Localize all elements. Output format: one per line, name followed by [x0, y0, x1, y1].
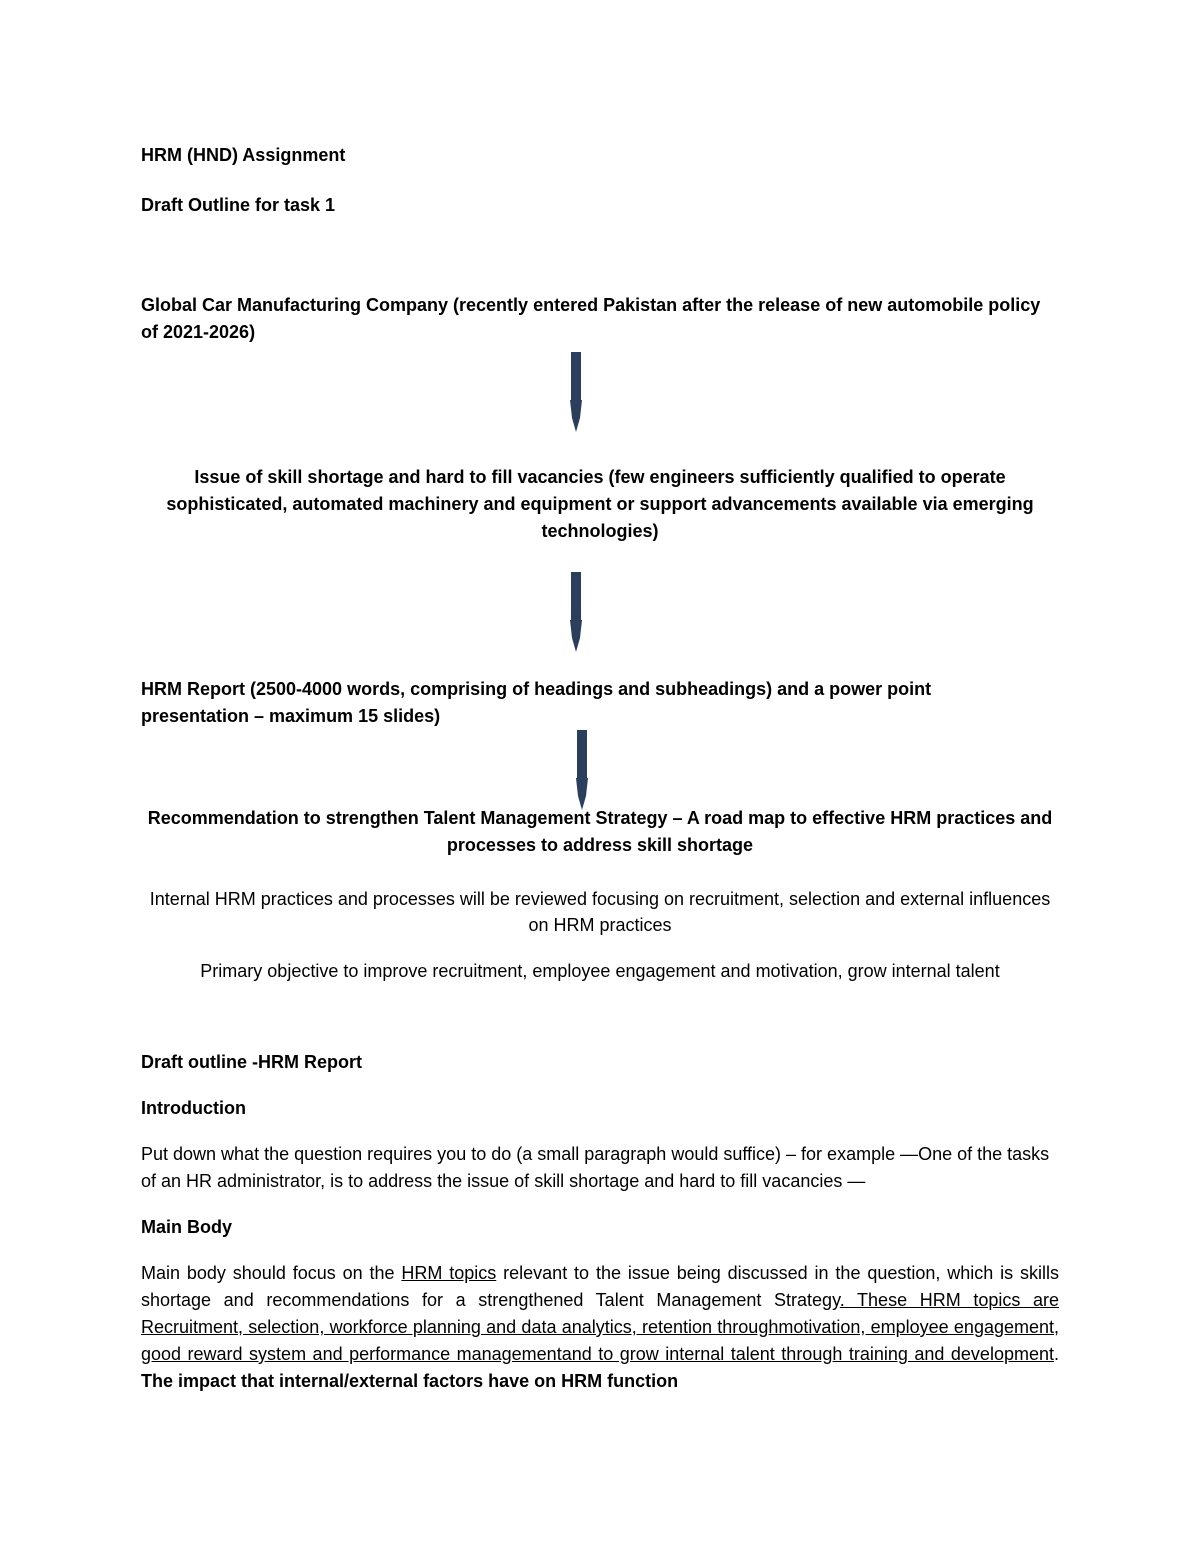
flow-step-4: Recommendation to strengthen Talent Management Strategy – A road map to effective HRM practices and processes to address skill shortage — [147, 808, 1053, 855]
flow-step-1: Global Car Manufacturing Company (recently entered Pakistan after the release of new automobile policy of 2021-2026) — [141, 295, 1041, 342]
document-subtitle: Draft Outline for task 1 — [141, 195, 336, 215]
flow-note-1: Internal HRM practices and processes will be reviewed focusing on recruitment, selection and external influences on HRM practices — [149, 889, 1051, 935]
main-body-bold-tail: The impact that internal/external factors have on HRM function — [141, 1371, 679, 1391]
introduction-text: Put down what the question requires you to do (a small paragraph would suffice) – for example ―One of the tasks of an HR administrator, is to address the issue of skill shortage and hard to fill vacancies ― — [141, 1144, 1050, 1191]
down-arrow-icon — [573, 730, 591, 810]
flow-note-2: Primary objective to improve recruitment, employee engagement and motivation, grow internal talent — [200, 961, 1000, 981]
outline-heading: Draft outline -HRM Report — [141, 1052, 362, 1072]
main-body-text-b: relevant to the issue being discussed in the question, which is skills shortage and recommendations for a strengthened Talent Management Strategy — [141, 1263, 1060, 1310]
hrm-topics-list: . These HRM topics are Recruitment, selection, workforce planning and data analytics, retention throughmotivation, employee engagement, good reward system and performance managementand to grow internal talent through training and development — [141, 1290, 1059, 1364]
main-body-text — [141, 1260, 1059, 1395]
flow-step-2: Issue of skill shortage and hard to fill vacancies (few engineers sufficiently qualified to operate sophisticated, automated machinery and equipment or support advancements available via emerging technologies) — [166, 467, 1034, 541]
main-body-heading: Main Body — [141, 1217, 233, 1237]
down-arrow-icon — [567, 352, 585, 432]
flow-step-3: HRM Report (2500-4000 words, comprising of headings and subheadings) and a power point presentation – maximum 15 slides) — [141, 679, 932, 726]
hrm-topics-link[interactable]: HRM topics — [401, 1263, 497, 1283]
main-body-text-c: . — [1053, 1344, 1059, 1364]
main-body-text-a: Main body should focus on the — [141, 1263, 402, 1283]
down-arrow-icon — [567, 572, 585, 652]
introduction-heading: Introduction — [141, 1098, 246, 1118]
document-title: HRM (HND) Assignment — [141, 145, 346, 165]
